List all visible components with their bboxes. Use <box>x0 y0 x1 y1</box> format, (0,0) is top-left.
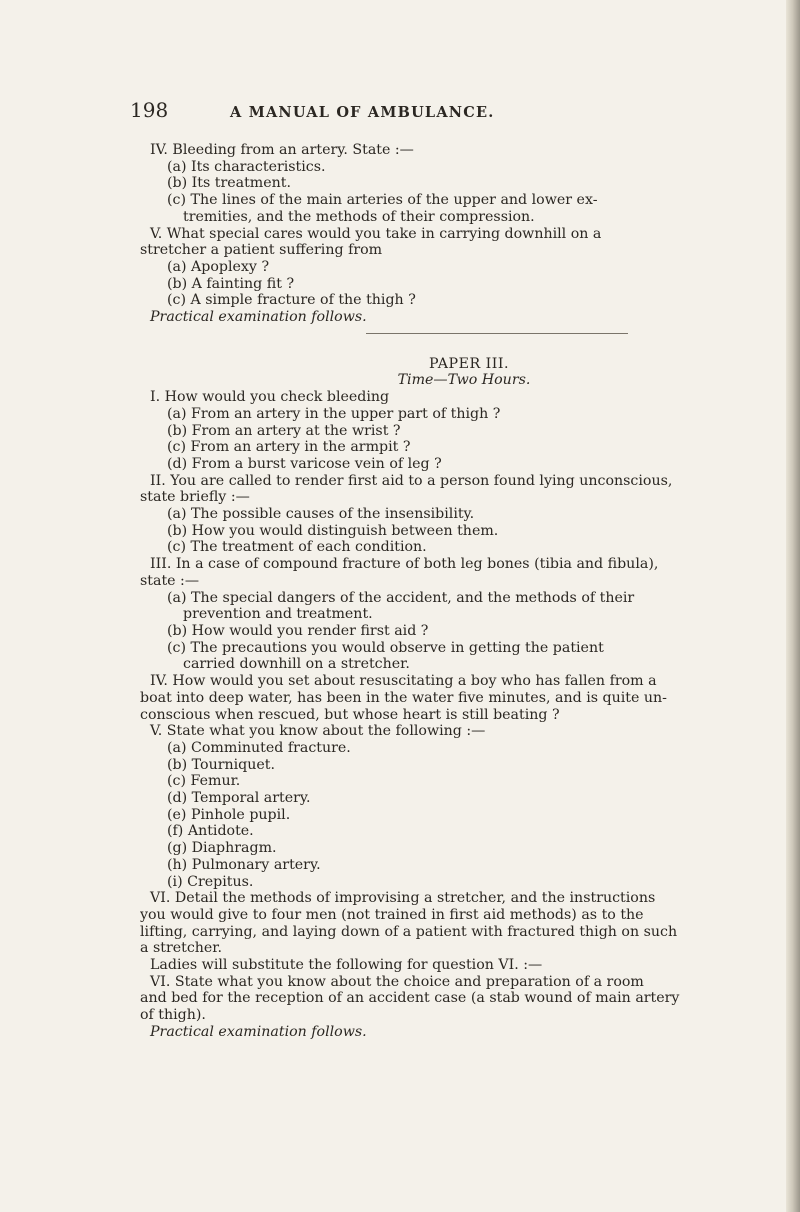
paper3-question-i: I. How would you check bleeding <box>150 389 390 406</box>
paper3-question-i-d: (d) From a burst varicose vein of leg ? <box>167 455 442 472</box>
paper3-question-v-c: (c) Femur. <box>167 773 241 790</box>
page-body <box>140 142 758 1041</box>
paper-time: Time—Two Hours. <box>397 372 531 389</box>
question-iv-b: (b) Its treatment. <box>167 175 291 192</box>
paper3-question-ii-cont: state briefly :— <box>140 489 250 506</box>
question-iv-c: (c) The lines of the main arteries of the upper and lower ex- <box>167 192 598 209</box>
paper3-question-vi-cont2: lifting, carrying, and laying down of a patient with fractured thigh on such <box>140 923 678 940</box>
paper3-question-i-c: (c) From an artery in the armpit ? <box>167 439 411 456</box>
paper3-question-v-e: (e) Pinhole pupil. <box>167 806 291 823</box>
paper3-question-v-h: (h) Pulmonary artery. <box>167 856 321 873</box>
question-v-a: (a) Apoplexy ? <box>167 258 270 275</box>
paper3-question-iv-cont: boat into deep water, has been in the water five minutes, and is quite un- <box>140 689 667 706</box>
paper-title: PAPER III. <box>429 355 509 372</box>
paper3-question-ii-a: (a) The possible causes of the insensibility. <box>167 506 475 523</box>
paper3-question-iii: III. In a case of compound fracture of both leg bones (tibia and fibula), <box>150 556 659 573</box>
paper3-question-vi-alt-cont: and bed for the reception of an accident case (a stab wound of main artery <box>140 990 680 1007</box>
paper3-question-v-f: (f) Antidote. <box>167 823 254 840</box>
question-iv-c-cont: tremities, and the methods of their compression. <box>183 208 535 225</box>
paper3-question-iii-a: (a) The special dangers of the accident, and the methods of their <box>167 589 635 606</box>
question-v-c: (c) A simple fracture of the thigh ? <box>167 292 416 309</box>
paper3-question-iii-c-cont: carried downhill on a stretcher. <box>183 656 410 673</box>
ladies-note: Ladies will substitute the following for question VI. :— <box>150 957 543 974</box>
paper3-question-ii: II. You are called to render first aid to a person found lying unconscious, <box>150 472 673 489</box>
paper3-question-i-a: (a) From an artery in the upper part of thigh ? <box>167 405 501 422</box>
paper3-question-vi-alt: VI. State what you know about the choice and preparation of a room <box>150 973 644 990</box>
paper3-question-iii-a-cont: prevention and treatment. <box>183 606 373 623</box>
paper3-question-v-a: (a) Comminuted fracture. <box>167 739 351 756</box>
page-header <box>130 98 750 124</box>
paper3-question-vi-cont: you would give to four men (not trained in first aid methods) as to the <box>140 906 644 923</box>
paper3-question-iii-b: (b) How would you render first aid ? <box>167 622 429 639</box>
paper3-question-v-g: (g) Diaphragm. <box>167 840 277 857</box>
section-divider <box>366 333 628 334</box>
paper3-question-v-i: (i) Crepitus. <box>167 873 254 890</box>
paper3-question-v-b: (b) Tourniquet. <box>167 756 275 773</box>
question-iv-a: (a) Its characteristics. <box>167 158 326 175</box>
question-iv: IV. Bleeding from an artery. State :— <box>150 142 414 158</box>
paper3-question-iii-cont: state :— <box>140 572 200 589</box>
running-title: A MANUAL OF AMBULANCE. <box>230 104 495 121</box>
paper3-question-i-b: (b) From an artery at the wrist ? <box>167 422 401 439</box>
paper3-question-vi-alt-cont2: of thigh). <box>140 1007 206 1024</box>
practical-note-final: Practical examination follows. <box>150 1023 367 1040</box>
page-number: 198 <box>130 98 169 122</box>
practical-note: Practical examination follows. <box>150 309 367 326</box>
paper3-question-ii-c: (c) The treatment of each condition. <box>167 539 427 556</box>
question-v-cont: stretcher a patient suffering from <box>140 242 383 259</box>
paper3-question-iii-c: (c) The precautions you would observe in getting the patient <box>167 639 604 656</box>
paper3-question-iv-cont2: conscious when rescued, but whose heart is still beating ? <box>140 706 560 723</box>
question-v: V. What special cares would you take in carrying downhill on a <box>150 225 602 242</box>
paper3-question-ii-b: (b) How you would distinguish between them. <box>167 522 499 539</box>
question-v-b: (b) A fainting fit ? <box>167 275 295 292</box>
paper3-question-v-d: (d) Temporal artery. <box>167 790 311 807</box>
paper3-question-v: V. State what you know about the following :— <box>150 723 486 740</box>
paper3-question-vi-cont3: a stretcher. <box>140 940 223 957</box>
paper3-question-vi: VI. Detail the methods of improvising a stretcher, and the instructions <box>150 890 656 907</box>
page-edge-shadow <box>786 0 800 1212</box>
paper3-question-iv: IV. How would you set about resuscitating a boy who has fallen from a <box>150 673 657 690</box>
